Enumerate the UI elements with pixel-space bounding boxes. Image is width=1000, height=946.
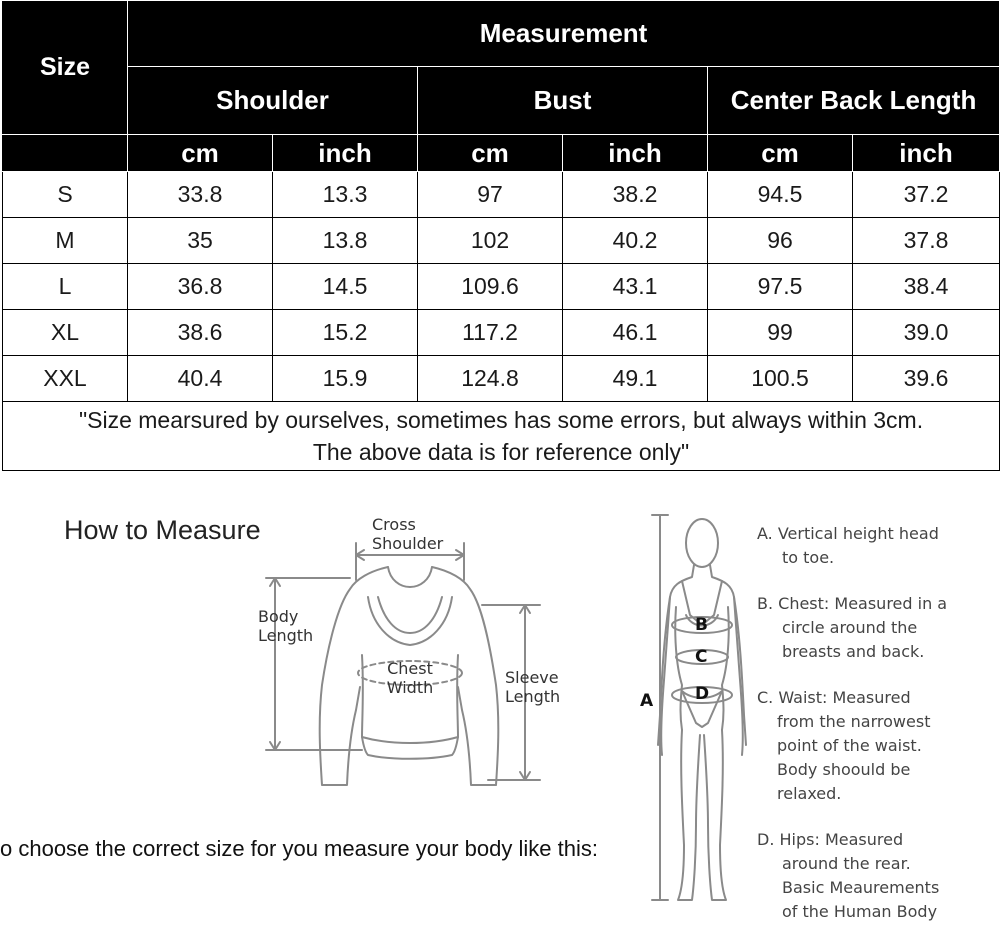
value-cell: 100.5 — [708, 356, 853, 402]
note-line: "Size mearsured by ourselves, sometimes has some errors, but always within 3cm. — [78, 407, 924, 433]
value-cell: 15.9 — [273, 356, 418, 402]
group-header-shoulder: Shoulder — [128, 67, 418, 135]
table-row — [3, 310, 1000, 356]
size-chart-table — [2, 0, 1000, 471]
size-header: Size — [3, 1, 128, 135]
unit-header: cm — [418, 135, 563, 172]
cross-shoulder-label: Cross Shoulder — [372, 515, 444, 553]
value-cell: 46.1 — [563, 310, 708, 356]
unit-header-blank — [3, 135, 128, 172]
value-cell: 38.4 — [853, 264, 1000, 310]
disclaimer-note — [3, 402, 1000, 471]
value-cell: 38.6 — [128, 310, 273, 356]
value-cell: 33.8 — [128, 172, 273, 218]
value-cell: 117.2 — [418, 310, 563, 356]
garment-diagram — [250, 505, 560, 795]
value-cell: 124.8 — [418, 356, 563, 402]
value-cell: 37.2 — [853, 172, 1000, 218]
value-cell: 40.2 — [563, 218, 708, 264]
sleeve-length-label: Sleeve Length — [505, 668, 561, 706]
body-figure-diagram — [630, 505, 750, 935]
label-b: B — [695, 615, 708, 635]
group-header-bust: Bust — [418, 67, 708, 135]
table-row — [3, 264, 1000, 310]
legend-item-a: A. Vertical height head to toe. — [757, 524, 939, 567]
value-cell: 35 — [128, 218, 273, 264]
value-cell: 43.1 — [563, 264, 708, 310]
size-cell: S — [3, 172, 128, 218]
table-row — [3, 172, 1000, 218]
legend-item-b: B. Chest: Measured in a circle around the breasts and back. — [757, 594, 948, 661]
value-cell: 38.2 — [563, 172, 708, 218]
size-cell: M — [3, 218, 128, 264]
value-cell: 15.2 — [273, 310, 418, 356]
instruction-text: o choose the correct size for you measure your body like this: — [0, 836, 598, 861]
value-cell: 14.5 — [273, 264, 418, 310]
value-cell: 97 — [418, 172, 563, 218]
value-cell: 13.3 — [273, 172, 418, 218]
chest-width-label: Chest Width — [386, 659, 434, 697]
value-cell: 102 — [418, 218, 563, 264]
human-figure-illustration — [630, 505, 750, 935]
value-cell: 39.0 — [853, 310, 1000, 356]
label-a: A — [640, 691, 654, 711]
size-cell: XL — [3, 310, 128, 356]
legend-item-d: D. Hips: Measured around the rear. Basic Meaurements of the Human Body — [757, 830, 940, 921]
value-cell: 39.6 — [853, 356, 1000, 402]
size-cell: XXL — [3, 356, 128, 402]
unit-header: inch — [563, 135, 708, 172]
value-cell: 36.8 — [128, 264, 273, 310]
value-cell: 13.8 — [273, 218, 418, 264]
unit-header: cm — [708, 135, 853, 172]
measurement-header: Measurement — [128, 1, 1000, 67]
value-cell: 97.5 — [708, 264, 853, 310]
how-to-measure-title: How to Measure — [64, 515, 261, 545]
size-cell: L — [3, 264, 128, 310]
value-cell: 49.1 — [563, 356, 708, 402]
label-c: C — [695, 647, 708, 667]
value-cell: 109.6 — [418, 264, 563, 310]
legend-item-c: C. Waist: Measured from the narrowest point of the waist. Body shoould be relaxed. — [757, 688, 931, 803]
body-length-label: Body Length — [258, 607, 314, 645]
value-cell: 96 — [708, 218, 853, 264]
measurement-legend — [757, 522, 997, 946]
group-header-center-back-length: Center Back Length — [708, 67, 1000, 135]
value-cell: 37.8 — [853, 218, 1000, 264]
value-cell: 99 — [708, 310, 853, 356]
unit-header: inch — [853, 135, 1000, 172]
value-cell: 94.5 — [708, 172, 853, 218]
value-cell: 40.4 — [128, 356, 273, 402]
table-row — [3, 356, 1000, 402]
unit-header: inch — [273, 135, 418, 172]
label-d: D — [695, 684, 710, 704]
unit-header: cm — [128, 135, 273, 172]
table-row — [3, 218, 1000, 264]
note-line: The above data is for reference only" — [312, 439, 690, 465]
